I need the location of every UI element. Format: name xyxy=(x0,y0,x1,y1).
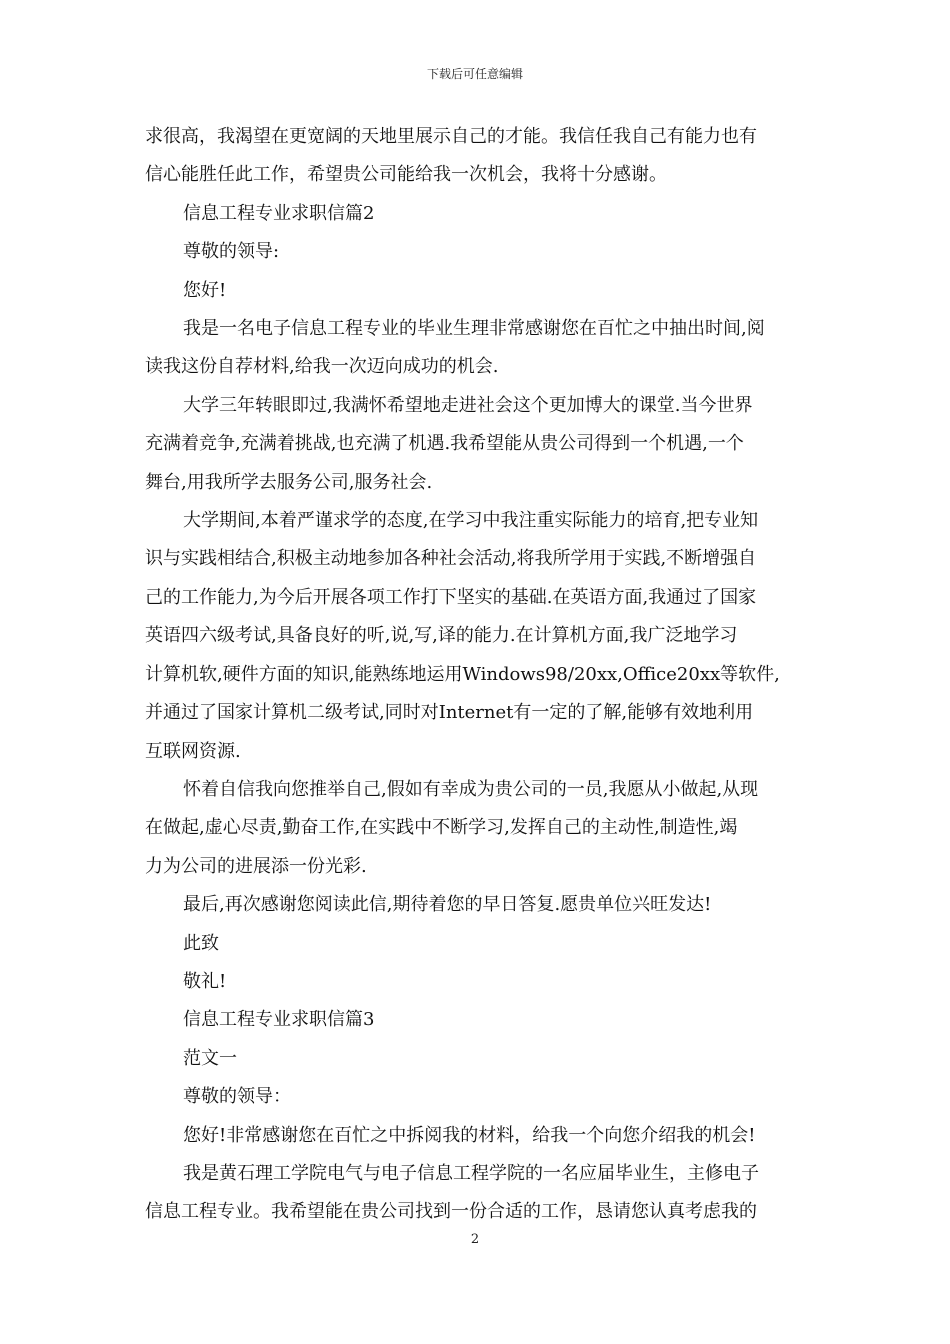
text-line: 您好!非常感谢您在百忙之中拆阅我的材料，给我一个向您介绍我的机会! xyxy=(183,1124,756,1146)
text-line: 大学三年转眼即过,我满怀希望地走进社会这个更加博大的课堂.当今世界 xyxy=(183,394,753,416)
text-line: 信息工程专业求职信篇2 xyxy=(183,202,375,224)
text-line: 舞台,用我所学去服务公司,服务社会. xyxy=(145,471,433,493)
text-line: 互联网资源. xyxy=(145,740,241,762)
text-line: 读我这份自荐材料,给我一次迈向成功的机会. xyxy=(145,356,499,378)
text-line: 充满着竞争,充满着挑战,也充满了机遇.我希望能从贵公司得到一个机遇,一个 xyxy=(145,433,744,455)
text-line: 并通过了国家计算机二级考试,同时对Internet有一定的了解,能够有效地利用 xyxy=(145,702,754,724)
page-number: 2 xyxy=(470,1232,480,1247)
text-line: 大学期间,本着严谨求学的态度,在学习中我注重实际能力的培育,把专业知 xyxy=(183,510,759,532)
text-line: 在做起,虚心尽责,勤奋工作,在实践中不断学习,发挥自己的主动性,制造性,竭 xyxy=(145,817,738,839)
text-line: 识与实践相结合,积极主动地参加各种社会活动,将我所学用于实践,不断增强自 xyxy=(145,548,757,570)
text-line: 尊敬的领导： xyxy=(183,1086,291,1108)
text-line: 您好! xyxy=(183,279,227,301)
text-line: 我是一名电子信息工程专业的毕业生理非常感谢您在百忙之中抽出时间,阅 xyxy=(183,318,765,340)
text-line: 信息工程专业求职信篇3 xyxy=(183,1009,375,1031)
text-line: 范文一 xyxy=(183,1047,237,1069)
text-line: 信息工程专业。我希望能在贵公司找到一份合适的工作，恳请您认真考虑我的 xyxy=(145,1201,757,1223)
text-line: 敬礼! xyxy=(183,970,227,992)
text-line: 最后,再次感谢您阅读此信,期待着您的早日答复.愿贵单位兴旺发达! xyxy=(183,894,712,916)
text-line: 求很高，我渴望在更宽阔的天地里展示自己的才能。我信任我自己有能力也有 xyxy=(145,126,757,147)
text-line: 信心能胜任此工作，希望贵公司能给我一次机会，我将十分感谢。 xyxy=(145,164,667,186)
page-header: 下载后可任意编辑 xyxy=(426,67,523,81)
text-line: 英语四六级考试,具备良好的听,说,写,译的能力.在计算机方面,我广泛地学习 xyxy=(145,625,738,647)
text-line: 尊敬的领导: xyxy=(183,241,280,263)
text-line: 力为公司的进展添一份光彩. xyxy=(145,855,367,877)
text-line: 计算机软,硬件方面的知识,能熟练地运用Windows98/20xx,Office20xx等软件, xyxy=(145,663,780,685)
text-line: 己的工作能力,为今后开展各项工作打下坚实的基础.在英语方面,我通过了国家 xyxy=(145,586,757,608)
text-line: 我是黄石理工学院电气与电子信息工程学院的一名应届毕业生，主修电子 xyxy=(183,1162,759,1184)
document-body xyxy=(145,118,810,1232)
text-line: 怀着自信我向您推举自己,假如有幸成为贵公司的一员,我愿从小做起,从现 xyxy=(183,778,759,800)
text-line: 此致 xyxy=(183,932,219,954)
